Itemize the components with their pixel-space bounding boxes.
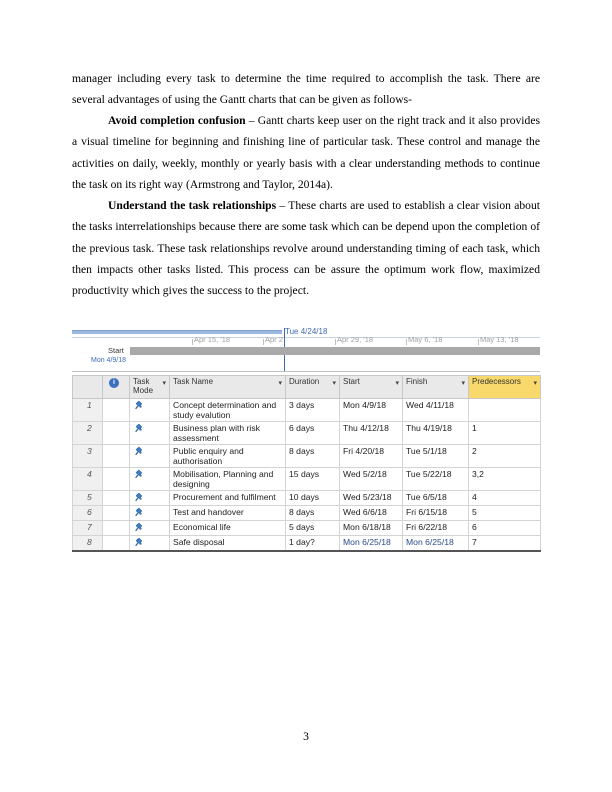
- header-label: Predecessors: [472, 377, 521, 386]
- table-header-row: [73, 376, 541, 399]
- header-predecessors[interactable]: [469, 376, 541, 399]
- start-cell[interactable]: Mon 6/25/18: [340, 536, 403, 552]
- row-number[interactable]: 3: [73, 445, 103, 468]
- pushpin-icon: [133, 509, 145, 519]
- predecessors-cell[interactable]: 6: [469, 521, 541, 536]
- row-info-cell[interactable]: [103, 399, 130, 422]
- duration-cell[interactable]: 10 days: [286, 491, 340, 506]
- task-name-cell[interactable]: Mobilisation, Planning and designing: [170, 468, 286, 491]
- start-cell[interactable]: Mon 4/9/18: [340, 399, 403, 422]
- heading-task-relationships: Understand the task relationships: [108, 199, 277, 212]
- paragraph-avoid-completion-confusion: [72, 110, 540, 195]
- header-label: Finish: [406, 377, 428, 386]
- predecessors-cell[interactable]: 4: [469, 491, 541, 506]
- page-number: 3: [303, 730, 309, 743]
- gantt-timeline: [72, 326, 540, 372]
- row-info-cell[interactable]: [103, 521, 130, 536]
- timeline-tick: [406, 339, 407, 345]
- header-label: Task Mode: [133, 377, 154, 395]
- timeline-tick: [478, 339, 479, 345]
- timeline-progress-bar: [72, 330, 282, 334]
- pushpin-icon: [133, 524, 145, 534]
- finish-cell[interactable]: Fri 6/22/18: [403, 521, 469, 536]
- row-number[interactable]: 2: [73, 422, 103, 445]
- duration-cell[interactable]: 1 day?: [286, 536, 340, 552]
- table-row[interactable]: [73, 399, 541, 422]
- row-info-cell[interactable]: [103, 468, 130, 491]
- row-info-cell[interactable]: [103, 445, 130, 468]
- finish-cell[interactable]: Mon 6/25/18: [403, 536, 469, 552]
- finish-cell[interactable]: Tue 5/1/18: [403, 445, 469, 468]
- info-icon: i: [109, 378, 119, 388]
- predecessors-cell[interactable]: 2: [469, 445, 541, 468]
- table-row[interactable]: [73, 445, 541, 468]
- row-number[interactable]: 6: [73, 506, 103, 521]
- finish-cell[interactable]: Thu 4/19/18: [403, 422, 469, 445]
- row-task-mode-cell[interactable]: [130, 445, 170, 468]
- pushpin-icon: [133, 402, 145, 412]
- task-name-cell[interactable]: Business plan with risk assessment: [170, 422, 286, 445]
- row-task-mode-cell[interactable]: [130, 422, 170, 445]
- pushpin-icon: [133, 494, 145, 504]
- table-row[interactable]: [73, 491, 541, 506]
- paragraph-task-relationships: [72, 195, 540, 301]
- timeline-start-date: Mon 4/9/18: [91, 357, 127, 364]
- timeline-date: Apr 15, '18: [194, 335, 231, 344]
- table-row[interactable]: [73, 536, 541, 552]
- duration-cell[interactable]: 5 days: [286, 521, 340, 536]
- predecessors-cell[interactable]: 1: [469, 422, 541, 445]
- today-label: Tue 4/24/18: [285, 327, 328, 336]
- chevron-down-icon[interactable]: ▾: [395, 380, 399, 387]
- row-info-cell[interactable]: [103, 491, 130, 506]
- chevron-down-icon[interactable]: ▾: [533, 380, 537, 387]
- row-number[interactable]: 7: [73, 521, 103, 536]
- header-label: Task Name: [173, 377, 214, 386]
- task-name-cell[interactable]: Safe disposal: [170, 536, 286, 552]
- duration-cell[interactable]: 8 days: [286, 445, 340, 468]
- row-task-mode-cell[interactable]: [130, 521, 170, 536]
- start-cell[interactable]: Mon 6/18/18: [340, 521, 403, 536]
- header-info[interactable]: [103, 376, 130, 399]
- timeline-date: Apr 2: [265, 335, 283, 344]
- row-number[interactable]: 5: [73, 491, 103, 506]
- table-body: [73, 399, 541, 552]
- task-name-cell[interactable]: Economical life: [170, 521, 286, 536]
- pushpin-icon: [133, 471, 145, 481]
- task-name-cell[interactable]: Concept determination and study evalution: [170, 399, 286, 422]
- timeline-axis: [72, 337, 540, 338]
- predecessors-cell[interactable]: 7: [469, 536, 541, 552]
- finish-cell[interactable]: Wed 4/11/18: [403, 399, 469, 422]
- predecessors-cell[interactable]: 5: [469, 506, 541, 521]
- row-info-cell[interactable]: [103, 506, 130, 521]
- row-task-mode-cell[interactable]: [130, 506, 170, 521]
- timeline-date: May 6, '18: [408, 335, 443, 344]
- pushpin-icon: [133, 448, 145, 458]
- task-name-cell[interactable]: Public enquiry and authorisation: [170, 445, 286, 468]
- header-task-name[interactable]: [170, 376, 286, 399]
- finish-cell[interactable]: Tue 5/22/18: [403, 468, 469, 491]
- predecessors-cell[interactable]: [469, 399, 541, 422]
- paragraph-body: – Gantt charts keep user on the right track and it also provides a visual timeline for beginning and finishing line of particular task. These control and manage the activities on daily, weekly, monthly or yearly basis with a clear understanding methods to continue the task on its right way (Armstrong and Taylor, 2014a).: [72, 114, 540, 191]
- finish-cell[interactable]: Tue 6/5/18: [403, 491, 469, 506]
- table-row[interactable]: [73, 468, 541, 491]
- pushpin-icon: [133, 425, 145, 435]
- predecessors-cell[interactable]: 3,2: [469, 468, 541, 491]
- row-task-mode-cell[interactable]: [130, 536, 170, 552]
- header-task-mode[interactable]: [130, 376, 170, 399]
- row-number[interactable]: 1: [73, 399, 103, 422]
- paragraph-body: – These charts are used to establish a clear vision about the tasks interrelationships because there are some task which can be depend upon the completion of the previous task. These task relationships revolve around understanding timing of each task, which then impacts other tasks listed. This process can be assure the optimum work flow, maximized productivity which gives the success to the project.: [72, 199, 540, 298]
- duration-cell[interactable]: 15 days: [286, 468, 340, 491]
- start-cell[interactable]: Thu 4/12/18: [340, 422, 403, 445]
- gantt-task-table: [72, 375, 541, 552]
- header-label: Duration: [289, 377, 320, 386]
- start-cell[interactable]: Fri 4/20/18: [340, 445, 403, 468]
- finish-cell[interactable]: Fri 6/15/18: [403, 506, 469, 521]
- chevron-down-icon[interactable]: ▾: [162, 380, 166, 387]
- start-cell[interactable]: Wed 6/6/18: [340, 506, 403, 521]
- timeline-tick: [192, 339, 193, 345]
- timeline-start-label: Start: [108, 346, 124, 355]
- header-start[interactable]: [340, 376, 403, 399]
- start-cell[interactable]: Wed 5/2/18: [340, 468, 403, 491]
- timeline-date: May 13, '18: [480, 335, 519, 344]
- heading-avoid-completion-confusion: Avoid completion confusion: [108, 114, 246, 127]
- table-row[interactable]: [73, 506, 541, 521]
- row-task-mode-cell[interactable]: [130, 468, 170, 491]
- header-finish[interactable]: [403, 376, 469, 399]
- start-cell[interactable]: Wed 5/23/18: [340, 491, 403, 506]
- task-name-cell[interactable]: Test and handover: [170, 506, 286, 521]
- row-task-mode-cell[interactable]: [130, 399, 170, 422]
- timeline-tick: [335, 339, 336, 345]
- table-row[interactable]: [73, 422, 541, 445]
- chevron-down-icon[interactable]: ▾: [278, 380, 282, 387]
- paragraph-intro: manager including every task to determine the time required to accomplish the task. There are several advantages of using the Gantt charts that can be given as follows-: [72, 72, 540, 107]
- pushpin-icon: [133, 539, 145, 549]
- timeline-divider: [72, 371, 540, 372]
- row-info-cell[interactable]: [103, 422, 130, 445]
- table-row[interactable]: [73, 521, 541, 536]
- duration-cell[interactable]: 8 days: [286, 506, 340, 521]
- chevron-down-icon[interactable]: ▾: [461, 380, 465, 387]
- timeline-summary-bar: [130, 347, 540, 355]
- duration-cell[interactable]: 6 days: [286, 422, 340, 445]
- row-info-cell[interactable]: [103, 536, 130, 552]
- header-label: Start: [343, 377, 360, 386]
- header-rownum: [73, 376, 103, 399]
- duration-cell[interactable]: 3 days: [286, 399, 340, 422]
- timeline-date: Apr 29, '18: [337, 335, 374, 344]
- timeline-tick: [263, 339, 264, 345]
- row-number[interactable]: 4: [73, 468, 103, 491]
- header-duration[interactable]: [286, 376, 340, 399]
- task-name-cell[interactable]: Procurement and fulfilment: [170, 491, 286, 506]
- gantt-chart-figure: [72, 326, 540, 578]
- chevron-down-icon[interactable]: ▾: [332, 380, 336, 387]
- row-task-mode-cell[interactable]: [130, 491, 170, 506]
- row-number[interactable]: 8: [73, 536, 103, 552]
